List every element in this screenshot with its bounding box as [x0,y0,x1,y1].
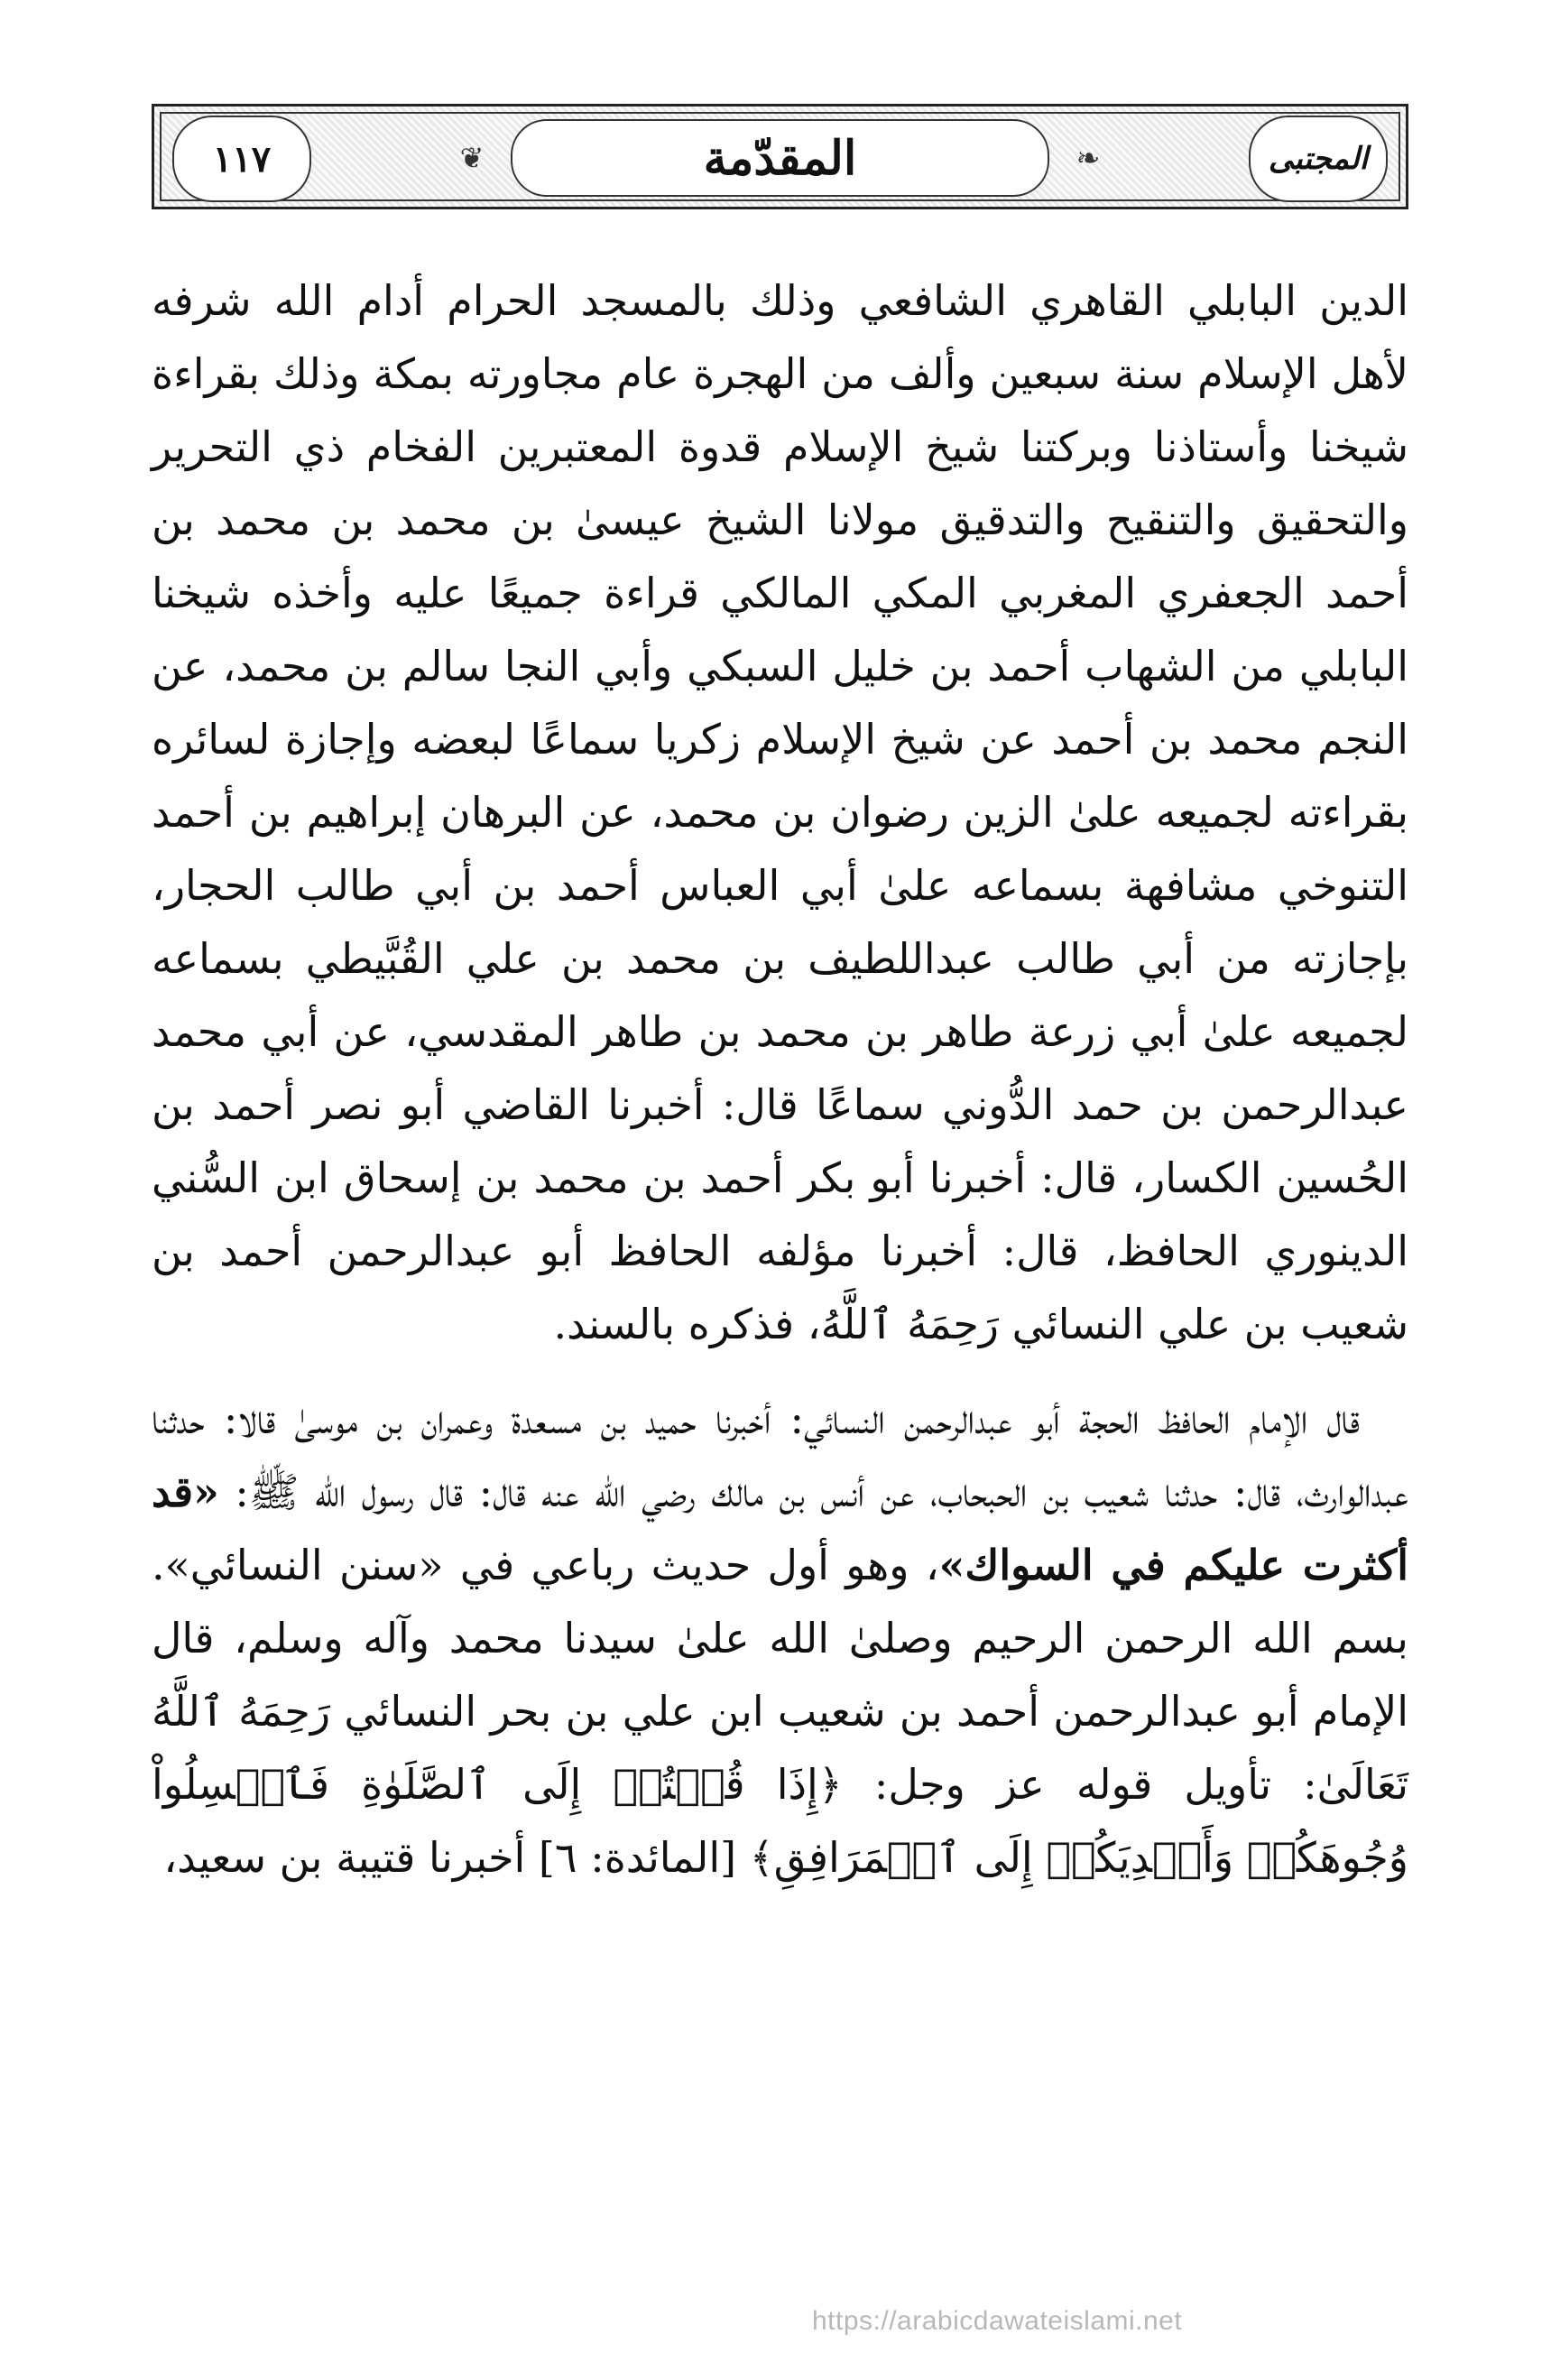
page-title: المقدّمة [511,119,1049,197]
watermark: https://arabicdawateislami.net [812,2306,1183,2336]
ornament-icon: ❦ [459,141,485,175]
paragraph-2-text-a: قال الإمام الحافظ الحجة أبو عبدالرحمن النسائي: أخبرنا حميد بن مسعدة وعمران بن موسىٰ قالا: حدثنا عبدالوارث، قال: حدثنا شعيب بن الحبحاب، عن أنس بن مالك رضي الله عنه قال: قال رسول الله ﷺ: [152,1394,1408,1516]
page-body [152,264,1408,1894]
paragraph-1: الدين البابلي القاهري الشافعي وذلك بالمسجد الحرام أدام الله شرفه لأهل الإسلام سنة سبعين وألف من الهجرة عام مجاورته بمكة وذلك بقراءة شيخنا وأستاذنا وبركتنا شيخ الإسلام قدوة المعتبرين الفخام ذي التحرير والتحقيق والتنقيح والتدقيق مولانا الشيخ عيسىٰ بن محمد بن محمد بن أحمد الجعفري المغربي المكي المالكي قراءة جميعًا عليه وأخذه شيخنا البابلي من الشهاب أحمد بن خليل السبكي وأبي النجا سالم بن محمد، عن النجم محمد بن أحمد عن شيخ الإسلام زكريا سماعًا لبعضه وإجازة لسائره بقراءته لجميعه علىٰ الزين رضوان بن محمد، عن البرهان إبراهيم بن أحمد التنوخي مشافهة بسماعه علىٰ أبي العباس أحمد بن أبي طالب الحجار، بإجازته من أبي طالب عبداللطيف بن محمد بن علي القُبَّيطي بسماعه لجميعه علىٰ أبي زرعة طاهر بن محمد بن طاهر المقدسي، عن أبي محمد عبدالرحمن بن حمد الدُّوني سماعًا قال: أخبرنا القاضي أبو نصر أحمد بن الحُسين الكسار، قال: أخبرنا أبو بكر أحمد بن محمد بن إسحاق ابن السُّني الدينوري الحافظ، قال: أخبرنا مؤلفه الحافظ أبو عبدالرحمن أحمد بن شعيب بن علي النسائي رَحِمَهُ ٱللَّهُ، فذكره بالسند. [152,276,1408,1348]
hadith-quote: «قد أكثرت عليكم في السواك» [152,1468,1409,1589]
page-number: ١١٧ [172,116,311,202]
book-title-logo: المجتبى [1249,116,1388,202]
ornament-icon: ❧ [1076,141,1101,175]
page-header [152,104,1408,209]
paragraph-2 [152,1383,1408,1894]
paragraph-2-text-b: ، وهو أول حديث رباعي في «سنن النسائي». بسم الله الرحمن الرحيم وصلىٰ الله علىٰ سيدنا محمد وآله وسلم، قال الإمام أبو عبدالرحمن أحمد بن شعيب ابن علي بن بحر النسائي رَحِمَهُ ٱللَّهُ تَعَالَىٰ: تأويل قوله عز وجل: ﴿إِذَا قُمۡتُمۡ إِلَى ٱلصَّلَوٰةِ فَٱغۡسِلُواْ وُجُوهَكُمۡ وَأَيۡدِيَكُمۡ إِلَى ٱلۡمَرَافِقِ﴾ [المائدة: ٦] أخبرنا قتيبة بن سعيد، [152,1541,1408,1882]
